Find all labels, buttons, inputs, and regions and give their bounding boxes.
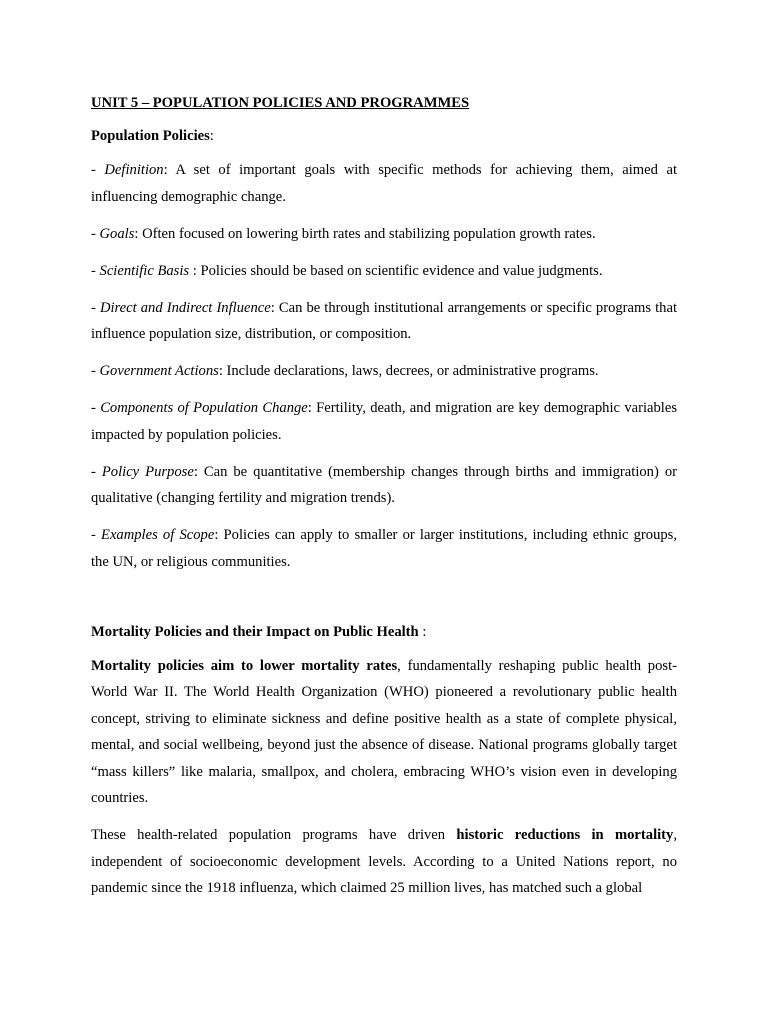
policy-item-dash: - xyxy=(91,527,102,543)
mortality-paragraph-2-before: These health-related population programs have driven xyxy=(91,827,457,843)
document-page xyxy=(91,92,677,912)
heading-colon: : xyxy=(418,623,427,640)
policy-item-dash: - xyxy=(91,363,100,379)
policy-item-dash: - xyxy=(91,463,102,480)
policy-item-separator: : xyxy=(270,299,279,316)
mortality-paragraph-1-text: , fundamentally reshaping public health post-World War II. The World Health Organization (WHO) pioneered a revolutionary public health concept, striving to eliminate sickness and define positive health as a state of complete physical, mental, and social wellbeing, beyond just the absence of disease. National programs globally target “mass killers” like malaria, smallpox, and cholera, embracing WHO’s vision even in developing countries. xyxy=(91,657,677,806)
mortality-heading xyxy=(91,621,677,643)
policy-item-separator: : xyxy=(163,162,176,178)
mortality-paragraph-2-bold: historic reductions in mortality xyxy=(456,827,674,843)
policy-item-term: Direct and Indirect Influence xyxy=(99,299,271,316)
policy-item-separator: : xyxy=(214,527,224,543)
policy-item xyxy=(91,157,677,210)
mortality-paragraph-2-after: , independent of socioeconomic development levels. According to a United Nations report, no pandemic since the 1918 influenza, which claimed 25 million lives, has matched such a global xyxy=(91,827,677,896)
policy-item xyxy=(91,395,677,448)
policy-item xyxy=(91,459,677,512)
population-policies-heading-text: Population Policies xyxy=(91,128,210,144)
policy-item-text: A set of important goals with specific methods for achieving them, aimed at influencing demographic change. xyxy=(91,162,677,205)
mortality-paragraph-2 xyxy=(91,822,677,902)
population-policies-list xyxy=(91,157,677,575)
policy-item-text: Often focused on lowering birth rates and stabilizing population growth rates. xyxy=(142,225,596,242)
policy-item-dash: - xyxy=(91,262,100,279)
mortality-paragraph-1 xyxy=(91,653,677,812)
policy-item-separator: : xyxy=(307,400,317,416)
mortality-heading-text: Mortality Policies and their Impact on Public Health xyxy=(91,623,419,640)
policy-item-text: Policies should be based on scientific evidence and value judgments. xyxy=(200,262,603,279)
policy-item xyxy=(91,358,677,385)
policy-item-separator: : xyxy=(134,225,143,242)
population-policies-heading xyxy=(91,125,677,147)
policy-item-text: Can be through institutional arrangements or specific programs that influence population size, distribution, or composition. xyxy=(91,299,677,342)
policy-item-separator: : xyxy=(193,463,204,480)
policy-item xyxy=(91,258,677,285)
policy-item-dash: - xyxy=(91,225,100,242)
policy-item-text: Policies can apply to smaller or larger institutions, including ethnic groups, the UN, or religious communities. xyxy=(91,527,678,570)
policy-item-term: Scientific Basis xyxy=(99,262,190,279)
policy-item xyxy=(91,522,677,575)
policy-item-term: Components of Population Change xyxy=(100,400,308,416)
heading-colon: : xyxy=(209,128,214,144)
policy-item-text: Include declarations, laws, decrees, or administrative programs. xyxy=(226,363,599,379)
policy-item-dash: - xyxy=(91,162,105,178)
mortality-paragraph-1-bold: Mortality policies aim to lower mortality rates xyxy=(91,657,398,674)
policy-item-term: Policy Purpose xyxy=(101,463,194,480)
policy-item-term: Examples of Scope xyxy=(101,527,215,543)
policy-item xyxy=(91,295,677,348)
section-gap xyxy=(91,586,677,621)
policy-item-dash: - xyxy=(91,400,101,416)
policy-item-term: Government Actions xyxy=(99,363,219,379)
policy-item-separator: : xyxy=(189,262,201,279)
policy-item-text: Fertility, death, and migration are key demographic variables impacted by population policies. xyxy=(91,400,678,443)
policy-item xyxy=(91,221,677,248)
unit-title: UNIT 5 – POPULATION POLICIES AND PROGRAMMES xyxy=(91,95,470,111)
policy-item-term: Definition xyxy=(104,162,164,178)
policy-item-dash: - xyxy=(91,299,100,316)
policy-item-term: Goals xyxy=(99,225,135,242)
policy-item-text: Can be quantitative (membership changes through births and immigration) or qualitative (changing fertility and migration trends). xyxy=(91,463,677,506)
policy-item-separator: : xyxy=(218,363,227,379)
